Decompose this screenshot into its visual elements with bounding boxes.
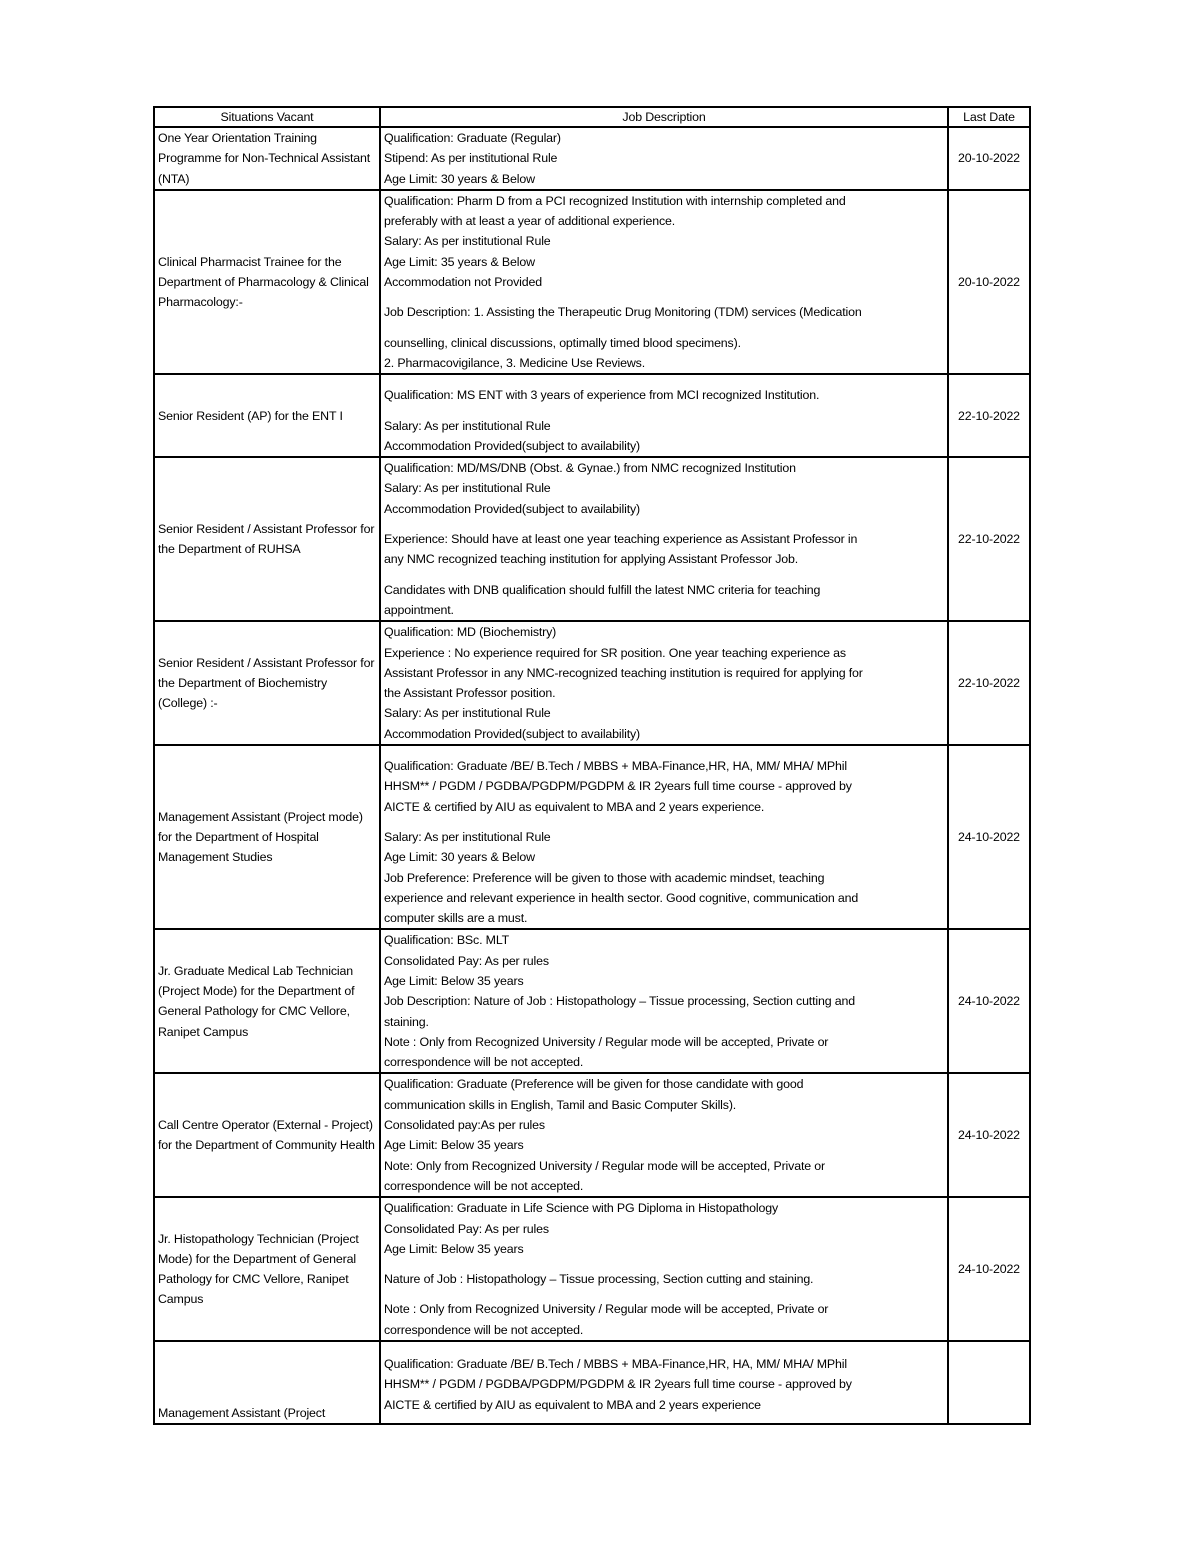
- description-line: Assistant Professor in any NMC-recognized teaching institution is required for applying for: [384, 665, 863, 680]
- description-line: appointment.: [384, 602, 454, 617]
- job-description-cell: [380, 621, 948, 745]
- header-row: [154, 107, 1030, 127]
- description-line: correspondence will be not accepted.: [384, 1055, 584, 1070]
- description-line: Age Limit: Below 35 years: [384, 1138, 524, 1153]
- description-line: Accommodation Provided(subject to availability): [384, 501, 641, 516]
- description-line: Qualification: BSc. MLT: [384, 933, 510, 948]
- description-line: Qualification: Graduate /BE/ B.Tech / MBBS + MBA-Finance,HR, HA, MM/ MHA/ MPhil: [384, 759, 847, 774]
- description-line: Qualification: MD (Biochemistry): [384, 625, 557, 640]
- job-description-cell: [380, 374, 948, 457]
- last-date-cell: 20-10-2022: [948, 190, 1030, 374]
- description-line: correspondence will be not accepted.: [384, 1178, 584, 1193]
- last-date-cell: 20-10-2022: [948, 127, 1030, 190]
- situation-vacant-cell: Senior Resident (AP) for the ENT I: [154, 374, 380, 457]
- description-line: Salary: As per institutional Rule: [384, 829, 551, 844]
- last-date-cell: 22-10-2022: [948, 457, 1030, 621]
- description-line: 2. Pharmacovigilance, 3. Medicine Use Reviews.: [384, 355, 645, 370]
- description-line: Job Preference: Preference will be given to those with academic mindset, teaching: [384, 870, 825, 885]
- description-line: Age Limit: 30 years & Below: [384, 171, 535, 186]
- description-line: Nature of Job : Histopathology – Tissue processing, Section cutting and staining.: [384, 1272, 814, 1287]
- description-line: staining.: [384, 1014, 429, 1029]
- table-row: [154, 1197, 1030, 1341]
- description-line: Qualification: MD/MS/DNB (Obst. & Gynae.) from NMC recognized Institution: [384, 461, 796, 476]
- job-description-cell: [380, 190, 948, 374]
- description-line: Experience: Should have at least one year teaching experience as Assistant Professor in: [384, 532, 858, 547]
- description-line: Qualification: Pharm D from a PCI recognized Institution with internship completed and: [384, 193, 846, 208]
- situation-vacant-cell: Clinical Pharmacist Trainee for the Department of Pharmacology & Clinical Pharmacology:-: [154, 190, 380, 374]
- description-line: Note : Only from Recognized University / Regular mode will be accepted, Private or: [384, 1034, 829, 1049]
- description-line: Accommodation Provided(subject to availability): [384, 438, 641, 453]
- description-line: computer skills are a must.: [384, 911, 528, 926]
- table-row: [154, 190, 1030, 374]
- description-line: Accommodation Provided(subject to availability): [384, 726, 641, 741]
- description-line: HHSM** / PGDM / PGDBA/PGDPM/PGDPM & IR 2years full time course - approved by: [384, 779, 852, 794]
- situation-vacant-cell: One Year Orientation Training Programme for Non-Technical Assistant (NTA): [154, 127, 380, 190]
- description-line: Consolidated Pay: As per rules: [384, 953, 549, 968]
- description-line: Age Limit: 35 years & Below: [384, 254, 535, 269]
- last-date-cell: 22-10-2022: [948, 374, 1030, 457]
- description-line: Job Description: Nature of Job : Histopathology – Tissue processing, Section cutting and: [384, 994, 855, 1009]
- job-description-cell: [380, 929, 948, 1073]
- description-line: Salary: As per institutional Rule: [384, 418, 551, 433]
- table-row: [154, 1341, 1030, 1424]
- description-line: Qualification: Graduate in Life Science with PG Diploma in Histopathology: [384, 1201, 779, 1216]
- description-line: Qualification: MS ENT with 3 years of experience from MCI recognized Institution.: [384, 388, 820, 403]
- vacancy-table: [153, 106, 1031, 1425]
- job-description-cell: [380, 745, 948, 929]
- header-last-date: Last Date: [948, 107, 1030, 127]
- description-line: Note: Only from Recognized University / Regular mode will be accepted, Private or: [384, 1158, 825, 1173]
- description-line: AICTE & certified by AIU as equivalent to MBA and 2 years experience: [384, 1397, 761, 1412]
- table-row: [154, 457, 1030, 621]
- header-situations-vacant: Situations Vacant: [154, 107, 380, 127]
- description-line: Qualification: Graduate (Preference will be given for those candidate with good: [384, 1077, 804, 1092]
- last-date-cell: 24-10-2022: [948, 929, 1030, 1073]
- description-line: Age Limit: Below 35 years: [384, 973, 524, 988]
- table-header: [154, 107, 1030, 127]
- description-line: correspondence will be not accepted.: [384, 1322, 584, 1337]
- job-description-cell: [380, 1073, 948, 1197]
- job-description-cell: [380, 1341, 948, 1424]
- last-date-cell: [948, 1341, 1030, 1424]
- description-line: Age Limit: 30 years & Below: [384, 850, 535, 865]
- table-row: [154, 621, 1030, 745]
- table-row: [154, 745, 1030, 929]
- description-line: AICTE & certified by AIU as equivalent to MBA and 2 years experience.: [384, 799, 765, 814]
- situation-vacant-cell: Management Assistant (Project mode) for the Department of Hospital Management Studies: [154, 745, 380, 929]
- last-date-cell: 24-10-2022: [948, 745, 1030, 929]
- job-description-cell: [380, 1197, 948, 1341]
- situation-vacant-cell: Call Centre Operator (External - Project) for the Department of Community Health: [154, 1073, 380, 1197]
- description-line: Consolidated Pay: As per rules: [384, 1221, 549, 1236]
- situation-vacant-cell: Jr. Graduate Medical Lab Technician (Project Mode) for the Department of General Pathology for CMC Vellore, Ranipet Campus: [154, 929, 380, 1073]
- description-line: Salary: As per institutional Rule: [384, 481, 551, 496]
- header-job-description: Job Description: [380, 107, 948, 127]
- description-line: Stipend: As per institutional Rule: [384, 151, 558, 166]
- description-line: any NMC recognized teaching institution for applying Assistant Professor Job.: [384, 552, 799, 567]
- situation-vacant-cell: Management Assistant (Project: [154, 1341, 380, 1424]
- description-line: HHSM** / PGDM / PGDBA/PGDPM/PGDPM & IR 2years full time course - approved by: [384, 1377, 852, 1392]
- description-line: preferably with at least a year of additional experience.: [384, 214, 676, 229]
- last-date-cell: 24-10-2022: [948, 1073, 1030, 1197]
- situation-vacant-cell: Jr. Histopathology Technician (Project Mode) for the Department of General Pathology for CMC Vellore, Ranipet Campus: [154, 1197, 380, 1341]
- description-line: Qualification: Graduate /BE/ B.Tech / MBBS + MBA-Finance,HR, HA, MM/ MHA/ MPhil: [384, 1357, 847, 1372]
- description-line: the Assistant Professor position.: [384, 686, 556, 701]
- table-row: [154, 929, 1030, 1073]
- description-line: Accommodation not Provided: [384, 275, 542, 290]
- situation-vacant-cell: Senior Resident / Assistant Professor for the Department of Biochemistry (College) :-: [154, 621, 380, 745]
- description-line: Qualification: Graduate (Regular): [384, 131, 561, 145]
- job-description-cell: [380, 127, 948, 190]
- description-line: Consolidated pay:As per rules: [384, 1118, 545, 1133]
- last-date-cell: 22-10-2022: [948, 621, 1030, 745]
- description-line: Job Description: 1. Assisting the Therapeutic Drug Monitoring (TDM) services (Medication: [384, 305, 862, 320]
- description-line: counselling, clinical discussions, optimally timed blood specimens).: [384, 335, 741, 350]
- description-line: experience and relevant experience in health sector. Good cognitive, communication and: [384, 890, 859, 905]
- job-description-cell: [380, 457, 948, 621]
- description-line: Salary: As per institutional Rule: [384, 706, 551, 721]
- table-body: [154, 127, 1030, 1424]
- description-line: Note : Only from Recognized University / Regular mode will be accepted, Private or: [384, 1302, 829, 1317]
- situation-vacant-cell: Senior Resident / Assistant Professor for the Department of RUHSA: [154, 457, 380, 621]
- table-row: [154, 127, 1030, 190]
- description-line: Salary: As per institutional Rule: [384, 234, 551, 249]
- table-row: [154, 374, 1030, 457]
- description-line: Candidates with DNB qualification should fulfill the latest NMC criteria for teaching: [384, 582, 821, 597]
- description-line: communication skills in English, Tamil and Basic Computer Skills).: [384, 1097, 737, 1112]
- last-date-cell: 24-10-2022: [948, 1197, 1030, 1341]
- description-line: Age Limit: Below 35 years: [384, 1241, 524, 1256]
- table-row: [154, 1073, 1030, 1197]
- description-line: Experience : No experience required for SR position. One year teaching experience as: [384, 645, 846, 660]
